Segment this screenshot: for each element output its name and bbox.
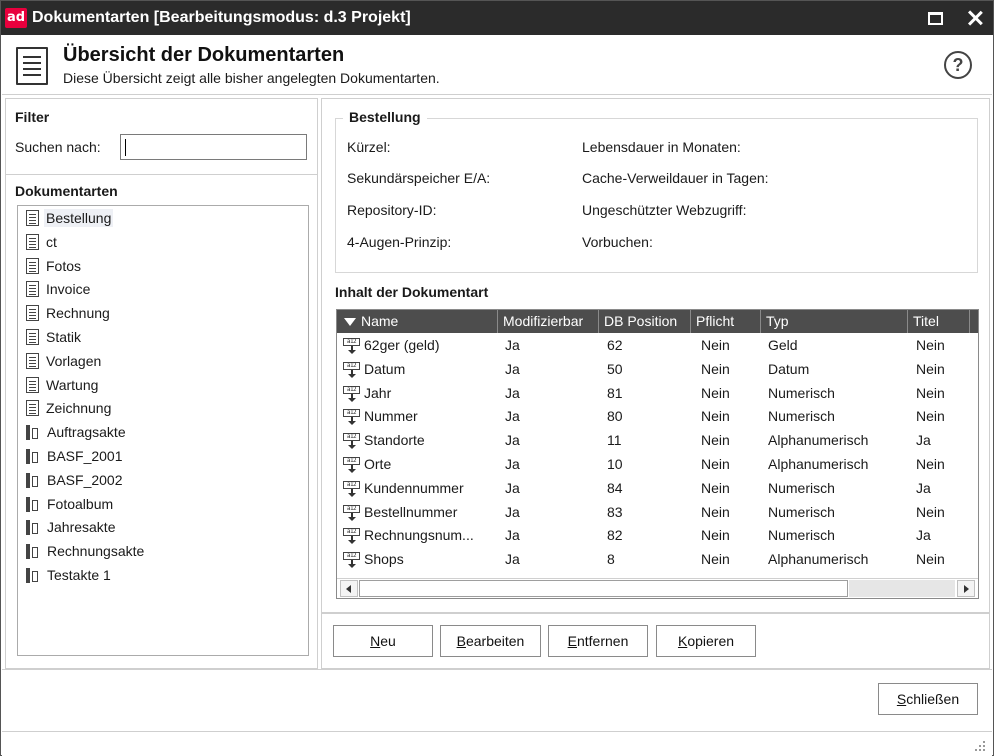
- cell-pflicht: Nein: [701, 479, 730, 496]
- table-row[interactable]: [337, 405, 978, 429]
- field-icon: a12: [343, 481, 361, 497]
- doctype-item-label: Invoice: [46, 281, 91, 298]
- cell-pflicht: Nein: [701, 384, 730, 401]
- doctype-item[interactable]: [26, 397, 113, 419]
- document-icon: [26, 234, 39, 250]
- edit-button[interactable]: Bearbeiten: [440, 625, 541, 657]
- folder-icon: [26, 543, 40, 559]
- document-icon: [26, 210, 39, 226]
- cell-titel: Nein: [916, 384, 945, 401]
- cell-name: Nummer: [364, 408, 418, 425]
- text-caret: [125, 139, 126, 156]
- cell-name: Standorte: [364, 432, 425, 449]
- divider: [6, 174, 317, 175]
- document-icon: [26, 329, 39, 345]
- doctype-item-label: Wartung: [46, 376, 99, 393]
- cell-titel: Nein: [916, 551, 945, 568]
- table-row[interactable]: [337, 548, 978, 572]
- cell-typ: Numerisch: [768, 503, 835, 520]
- doctype-item-label: Vorlagen: [46, 352, 102, 369]
- cell-titel: Nein: [916, 408, 945, 425]
- cell-modifizierbar: Ja: [505, 503, 520, 520]
- doctype-item[interactable]: [26, 493, 115, 515]
- cell-pflicht: Nein: [701, 527, 730, 544]
- doctype-item[interactable]: [26, 564, 113, 586]
- prop-webzugriff: Ungeschützter Webzugriff:: [582, 202, 747, 218]
- folder-icon: [26, 519, 40, 535]
- chevron-right-icon: [964, 585, 969, 593]
- doctype-item-label: Fotos: [46, 257, 82, 274]
- prop-cache-verweildauer: Cache-Verweildauer in Tagen:: [582, 170, 769, 186]
- doctype-item[interactable]: [26, 374, 100, 396]
- doctype-item[interactable]: [26, 540, 146, 562]
- col-header-titel[interactable]: Titel: [908, 310, 970, 333]
- doctype-item-label: Bestellung: [46, 210, 112, 226]
- cell-pflicht: Nein: [701, 432, 730, 449]
- cell-typ: Numerisch: [768, 479, 835, 496]
- field-icon: a12: [343, 528, 361, 544]
- scroll-right-button[interactable]: [957, 580, 975, 597]
- cell-modifizierbar: Ja: [505, 360, 520, 377]
- cell-titel: Nein: [916, 503, 945, 520]
- field-icon: a12: [343, 362, 361, 378]
- folder-icon: [26, 567, 40, 583]
- close-window-button[interactable]: [955, 1, 994, 35]
- cell-name: Bestellnummer: [364, 503, 458, 520]
- cell-modifizierbar: Ja: [505, 337, 520, 353]
- table-row[interactable]: [337, 477, 978, 501]
- doctype-item-label: Auftragsakte: [47, 424, 126, 441]
- title-bar: [1, 1, 993, 35]
- status-bar: [2, 731, 992, 756]
- close-icon: [967, 10, 983, 26]
- cell-titel: Ja: [916, 432, 931, 449]
- doctype-item[interactable]: [26, 207, 113, 229]
- cell-modifizierbar: Ja: [505, 527, 520, 544]
- cell-name: Datum: [364, 360, 406, 377]
- content-heading: Inhalt der Dokumentart: [335, 284, 489, 300]
- chevron-left-icon: [346, 585, 351, 593]
- scrollbar-thumb[interactable]: [359, 580, 848, 597]
- doctype-item-label: Rechnung: [46, 305, 110, 322]
- left-panel: [5, 98, 318, 669]
- prop-lebensdauer: Lebensdauer in Monaten:: [582, 139, 741, 155]
- cell-modifizierbar: Ja: [505, 432, 520, 449]
- field-icon: a12: [343, 552, 361, 568]
- prop-sekundaerspeicher: Sekundärspeicher E/A:: [347, 170, 491, 186]
- cell-typ: Numerisch: [768, 408, 835, 425]
- cell-db-position: 11: [607, 432, 622, 449]
- table-row[interactable]: [337, 524, 978, 548]
- doctype-item[interactable]: [26, 231, 59, 253]
- table-row[interactable]: [337, 453, 978, 477]
- cell-name: 62ger (geld): [364, 337, 440, 353]
- folder-icon: [26, 424, 40, 440]
- col-header-modifizierbar[interactable]: Modifizierbar: [498, 310, 599, 333]
- doctype-item-label: BASF_2001: [47, 448, 123, 464]
- doctype-item-label: Zeichnung: [46, 400, 112, 417]
- sort-desc-icon: [344, 318, 356, 326]
- remove-button[interactable]: Entfernen: [548, 625, 648, 657]
- table-row[interactable]: [337, 334, 978, 358]
- cell-modifizierbar: Ja: [505, 456, 520, 472]
- right-panel: [321, 98, 990, 613]
- doctype-item-label: ct: [46, 233, 57, 250]
- cell-db-position: 50: [607, 360, 623, 377]
- table-row[interactable]: [337, 382, 978, 406]
- filter-heading: Filter: [15, 109, 50, 125]
- col-header-name[interactable]: Name: [337, 310, 498, 333]
- doctype-item-label: BASF_2002: [47, 471, 123, 488]
- cell-typ: Numerisch: [768, 527, 835, 544]
- cell-pflicht: Nein: [701, 360, 730, 377]
- cell-db-position: 80: [607, 408, 623, 425]
- doctype-item-label: Testakte 1: [47, 567, 111, 583]
- cell-titel: Ja: [916, 527, 931, 544]
- cell-db-position: 8: [607, 551, 615, 568]
- field-icon: a12: [343, 457, 361, 473]
- window-title: Dokumentarten [Bearbeitungsmodus: d.3 Projekt]: [32, 9, 411, 26]
- cell-pflicht: Nein: [701, 408, 730, 425]
- doctype-item[interactable]: [26, 302, 112, 324]
- doctype-item-label: Rechnungsakte: [47, 543, 145, 560]
- doctype-item[interactable]: [26, 516, 117, 538]
- folder-icon: [26, 448, 40, 464]
- doctype-item[interactable]: [26, 469, 125, 491]
- cell-typ: Geld: [768, 337, 798, 353]
- cell-db-position: 82: [607, 527, 623, 544]
- document-icon: [26, 353, 39, 369]
- doctype-item[interactable]: [26, 350, 103, 372]
- page-subtitle: Diese Übersicht zeigt alle bisher angelegten Dokumentarten.: [63, 70, 440, 86]
- prop-repository-id: Repository-ID:: [347, 202, 437, 218]
- cell-titel: Nein: [916, 337, 945, 353]
- cell-modifizierbar: Ja: [505, 479, 520, 496]
- prop-4-augen-prinzip: 4-Augen-Prinzip:: [347, 234, 452, 250]
- cell-titel: Nein: [916, 360, 945, 377]
- doctype-item-label: Statik: [46, 329, 82, 345]
- scrollbar-track[interactable]: [849, 580, 955, 597]
- table-row[interactable]: [337, 358, 978, 382]
- col-header-db-position[interactable]: DB Position: [599, 310, 691, 333]
- folder-icon: [26, 496, 40, 512]
- col-header-pflicht[interactable]: Pflicht: [691, 310, 761, 333]
- copy-button[interactable]: Kopieren: [656, 625, 756, 657]
- cell-titel: Ja: [916, 479, 931, 496]
- doctype-item[interactable]: [26, 421, 128, 443]
- field-icon: a12: [343, 386, 361, 402]
- cell-typ: Numerisch: [768, 384, 835, 401]
- cell-name: Jahr: [364, 384, 392, 401]
- details-legend: Bestellung: [343, 109, 427, 125]
- cell-modifizierbar: Ja: [505, 551, 520, 568]
- page-title: Übersicht der Dokumentarten: [63, 44, 345, 66]
- cell-db-position: 62: [607, 337, 623, 353]
- cell-db-position: 81: [607, 384, 623, 401]
- field-icon: a12: [343, 409, 361, 425]
- cell-titel: Nein: [916, 456, 945, 472]
- cell-name: Kundennummer: [364, 479, 464, 496]
- cell-db-position: 83: [607, 503, 623, 520]
- cell-pflicht: Nein: [701, 503, 730, 520]
- search-input[interactable]: [120, 134, 307, 160]
- cell-db-position: 84: [607, 479, 623, 496]
- table-row[interactable]: [337, 501, 978, 525]
- document-list-icon: [16, 47, 48, 85]
- cell-name: Rechnungsnum...: [364, 527, 474, 544]
- prop-kuerzel: Kürzel:: [347, 139, 391, 155]
- resize-grip-icon[interactable]: [974, 740, 986, 752]
- cell-typ: Alphanumerisch: [768, 551, 869, 568]
- app-logo: ad: [5, 8, 27, 28]
- search-label: Suchen nach:: [15, 139, 101, 155]
- prop-vorbuchen: Vorbuchen:: [582, 234, 653, 250]
- cell-pflicht: Nein: [701, 551, 730, 568]
- field-icon: a12: [343, 433, 361, 449]
- cell-modifizierbar: Ja: [505, 384, 520, 401]
- page-header: [2, 35, 992, 95]
- cell-name: Orte: [364, 456, 392, 472]
- maximize-icon: [928, 12, 943, 25]
- table-header: [337, 310, 979, 333]
- doctype-item[interactable]: [26, 255, 83, 277]
- doctype-item[interactable]: [26, 445, 125, 467]
- fields-table: [336, 309, 979, 599]
- document-icon: [26, 305, 39, 321]
- footer: [2, 669, 992, 731]
- help-icon[interactable]: ?: [944, 51, 972, 79]
- maximize-button[interactable]: [915, 1, 955, 35]
- document-icon: [26, 400, 39, 416]
- cell-typ: Alphanumerisch: [768, 432, 869, 449]
- col-header-more[interactable]: [970, 310, 979, 333]
- cell-pflicht: Nein: [701, 456, 730, 472]
- doctype-item-label: Jahresakte: [47, 519, 116, 536]
- cell-typ: Datum: [768, 360, 810, 377]
- field-icon: a12: [343, 505, 361, 521]
- col-header-typ[interactable]: Typ: [761, 310, 908, 333]
- folder-icon: [26, 472, 40, 488]
- table-row[interactable]: [337, 429, 978, 453]
- new-button[interactable]: Neu: [333, 625, 433, 657]
- document-icon: [26, 377, 39, 393]
- document-icon: [26, 258, 39, 274]
- field-icon: a12: [343, 338, 361, 354]
- doctype-list[interactable]: [17, 205, 309, 656]
- scroll-left-button[interactable]: [340, 580, 358, 597]
- action-bar: [321, 613, 990, 669]
- doctype-item-label: Fotoalbum: [47, 495, 114, 512]
- horizontal-scrollbar[interactable]: [337, 578, 978, 598]
- cell-pflicht: Nein: [701, 337, 730, 353]
- close-button[interactable]: Schließen: [878, 683, 978, 715]
- doctype-item[interactable]: [26, 278, 92, 300]
- cell-typ: Alphanumerisch: [768, 456, 869, 472]
- cell-name: Shops: [364, 551, 404, 568]
- doctypes-heading: Dokumentarten: [15, 183, 118, 199]
- cell-db-position: 10: [607, 456, 623, 472]
- doctype-item[interactable]: [26, 326, 83, 348]
- document-icon: [26, 281, 39, 297]
- cell-modifizierbar: Ja: [505, 408, 520, 425]
